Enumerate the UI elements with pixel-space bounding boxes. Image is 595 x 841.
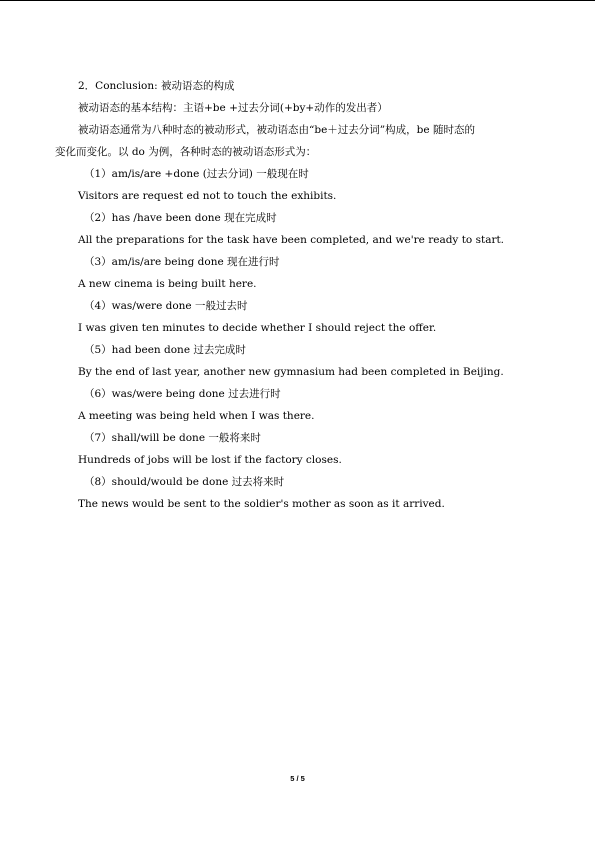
tense-form-5: （5）had been done 过去完成时 xyxy=(84,344,246,356)
tense-form-2: （2）has /have been done 现在完成时 xyxy=(84,212,277,224)
intro-text-line-1: 被动语态通常为八种时态的被动形式，被动语态由“be＋过去分词”构成，be 随时态的 xyxy=(78,124,475,136)
intro-text-line-2: 变化而变化。以 do 为例，各种时态的被动语态形式为： xyxy=(55,146,317,158)
tense-example-2: All the preparations for the task have been completed, and we're ready to start. xyxy=(78,234,505,246)
page-number: 5 / 5 xyxy=(290,774,305,783)
tense-example-8: The news would be sent to the soldier's mother as soon as it arrived. xyxy=(78,498,445,510)
tense-example-1: Visitors are request ed not to touch the exhibits. xyxy=(78,190,337,202)
tense-example-5: By the end of last year, another new gymnasium had been completed in Beijing. xyxy=(78,366,504,378)
tense-example-4: I was given ten minutes to decide whether I should reject the offer. xyxy=(78,322,437,334)
tense-example-7: Hundreds of jobs will be lost if the factory closes. xyxy=(78,454,342,466)
top-border-line xyxy=(0,0,595,1)
tense-form-3: （3）am/is/are being done 现在进行时 xyxy=(84,256,280,268)
tense-form-6: （6）was/were being done 过去进行时 xyxy=(84,388,281,400)
tense-example-3: A new cinema is being built here. xyxy=(78,278,257,290)
tense-example-6: A meeting was being held when I was there. xyxy=(78,410,315,422)
section-heading: 2．Conclusion: 被动语态的构成 xyxy=(78,80,235,92)
basic-structure-text: 被动语态的基本结构：主语+be +过去分词(+by+动作的发出者） xyxy=(78,102,388,114)
tense-form-1: （1）am/is/are +done (过去分词) 一般现在时 xyxy=(84,168,309,180)
tense-form-7: （7）shall/will be done 一般将来时 xyxy=(84,432,261,444)
tense-form-4: （4）was/were done 一般过去时 xyxy=(84,300,248,312)
tense-form-8: （8）should/would be done 过去将来时 xyxy=(84,476,285,488)
